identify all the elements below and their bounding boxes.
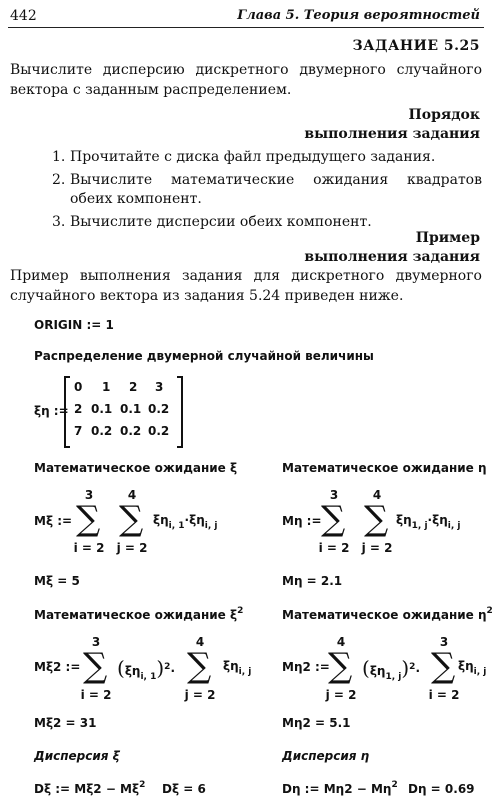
step-number: 3. [52,214,66,230]
mx2-tail [223,659,252,677]
task-title: ЗАДАНИЕ 5.25 [352,38,480,54]
sum-lower-limit: i = 2 [73,541,105,555]
sum-upper-limit: 3 [91,635,101,649]
dy-result: Dη = 0.69 [408,782,475,796]
procedure-heading [180,106,480,144]
step-item [52,148,482,167]
matrix-cell: 0.2 [91,424,113,438]
mx-summand [153,513,218,531]
origin-statement: ORIGIN := 1 [34,318,114,332]
sigma-icon: ∑ [364,499,389,539]
matrix-cell: 3 [155,380,164,394]
step-text: Вычислите математические ожидания квадратов обеих компонент. [70,172,482,207]
dy-title: Дисперсия η [282,749,370,763]
mx-lhs: Mξ := [34,514,73,528]
header-rule [8,27,484,28]
matrix-cell: 0.1 [91,402,113,416]
sum-lower-limit: i = 2 [318,541,350,555]
mx2-title [34,608,243,622]
square-exponent: 2 [237,606,244,616]
sum-upper-limit: 4 [372,488,382,502]
example-heading-line2: выполнения задания [304,249,480,265]
matrix-cell: 2 [129,380,138,394]
my2-result: Mη2 = 5.1 [282,716,351,730]
my2-term: ξη [369,664,386,678]
matrix-row [66,424,181,446]
sigma-icon: ∑ [328,646,353,686]
mx2-term: ξη [124,664,141,678]
procedure-steps [52,148,482,236]
dx-formula [34,782,145,796]
sigma-icon: ∑ [431,646,456,686]
sum-lower-limit: j = 2 [361,541,393,555]
sum-lower-limit: j = 2 [116,541,148,555]
dx-title: Дисперсия ξ [34,749,120,763]
step-number: 1. [52,149,66,165]
my-title: Математическое ожидание η [282,461,487,475]
my-term: ξη [396,513,412,527]
my-lhs: Mη := [282,514,322,528]
my2-subscript: i, j [473,667,487,677]
paren: ( [117,656,125,680]
my-subscript: 1, j [411,521,428,531]
matrix-cell: 0.2 [148,402,170,416]
mx-subscript: i, 1 [168,521,185,531]
task-text: Вычислите дисперсию дискретного двумерного случайного вектора с заданным распределением. [10,62,482,98]
chapter-title: Глава 5. Теория вероятностей [237,8,480,23]
procedure-heading-line2: выполнения задания [304,126,480,142]
sum-upper-limit: 4 [336,635,346,649]
matrix-lhs: ξη := [34,404,69,418]
square-exponent: 2 [139,780,146,790]
sigma-icon: ∑ [187,646,212,686]
sum-lower-limit: i = 2 [80,688,112,702]
sigma-icon: ∑ [119,499,144,539]
square-exponent: 2 [409,662,416,672]
my2-summand [362,656,420,680]
square-exponent: 2 [486,606,493,616]
my2-title [282,608,493,622]
sum-lower-limit: j = 2 [184,688,216,702]
matrix-cell: 0.2 [148,424,170,438]
step-number: 2. [52,172,66,188]
page-number: 442 [10,8,37,24]
sigma-icon: ∑ [76,499,101,539]
my-summand [396,513,461,531]
paren: ( [362,656,370,680]
example-heading-line1: Пример [415,230,480,246]
matrix-cell: 0 [74,380,83,394]
step-text: Прочитайте с диска файл предыдущего задания. [70,149,436,165]
step-text: Вычислите дисперсии обеих компонент. [70,214,372,230]
my-term: ·ξη [427,513,448,527]
distribution-title: Распределение двумерной случайной величины [34,349,374,363]
example-intro: Пример выполнения задания для дискретного двумерного случайного вектора из задания 5.24 приведен ниже. [10,268,482,304]
my2-term: ξη [458,659,474,673]
mx-subscript: i, j [204,521,218,531]
sum-lower-limit: i = 2 [428,688,460,702]
distribution-matrix [64,378,183,446]
my2-tail [458,659,487,677]
my2-lhs: Mη2 := [282,660,330,674]
sum-upper-limit: 3 [439,635,449,649]
mx2-result: Mξ2 = 31 [34,716,97,730]
paren: ) [156,656,165,680]
sum-upper-limit: 3 [84,488,94,502]
my2-title-text: Математическое ожидание η [282,608,487,622]
sum-upper-limit: 4 [127,488,137,502]
sum-lower-limit: j = 2 [325,688,357,702]
mx-term: ·ξη [184,513,205,527]
my2-subscript: 1, j [385,672,402,682]
mx2-subscript: i, 1 [140,672,157,682]
sigma-icon: ∑ [83,646,108,686]
example-heading [180,229,480,267]
my-result: Mη = 2.1 [282,574,343,588]
mx2-lhs: Mξ2 := [34,660,81,674]
square-exponent: 2 [164,662,171,672]
mx2-term: ξη [223,659,239,673]
matrix-row [66,402,181,424]
mx2-summand [117,656,175,680]
sum-upper-limit: 4 [195,635,205,649]
dy-lhs: Dη := Mη2 − Mη [282,782,392,796]
dx-lhs: Dξ := Mξ2 − Mξ [34,782,140,796]
mx-term: ξη [153,513,169,527]
square-exponent: 2 [391,780,398,790]
paren: ) [401,656,410,680]
dot: · [170,664,175,678]
dot: · [415,664,420,678]
matrix-cell: 0.1 [120,402,142,416]
procedure-heading-line1: Порядок [408,107,480,123]
mx-title: Математическое ожидание ξ [34,461,238,475]
matrix-cell: 2 [74,402,83,416]
matrix-cell: 7 [74,424,83,438]
dx-result: Dξ = 6 [162,782,206,796]
my-subscript: i, j [447,521,461,531]
step-item [52,171,482,209]
matrix-row [66,380,181,402]
matrix-cell: 1 [102,380,111,394]
mx2-title-text: Математическое ожидание ξ [34,608,238,622]
mx2-subscript: i, j [238,667,252,677]
sigma-icon: ∑ [321,499,346,539]
dy-formula [282,782,398,796]
mx-result: Mξ = 5 [34,574,80,588]
matrix-cell: 0.2 [120,424,142,438]
sum-upper-limit: 3 [329,488,339,502]
